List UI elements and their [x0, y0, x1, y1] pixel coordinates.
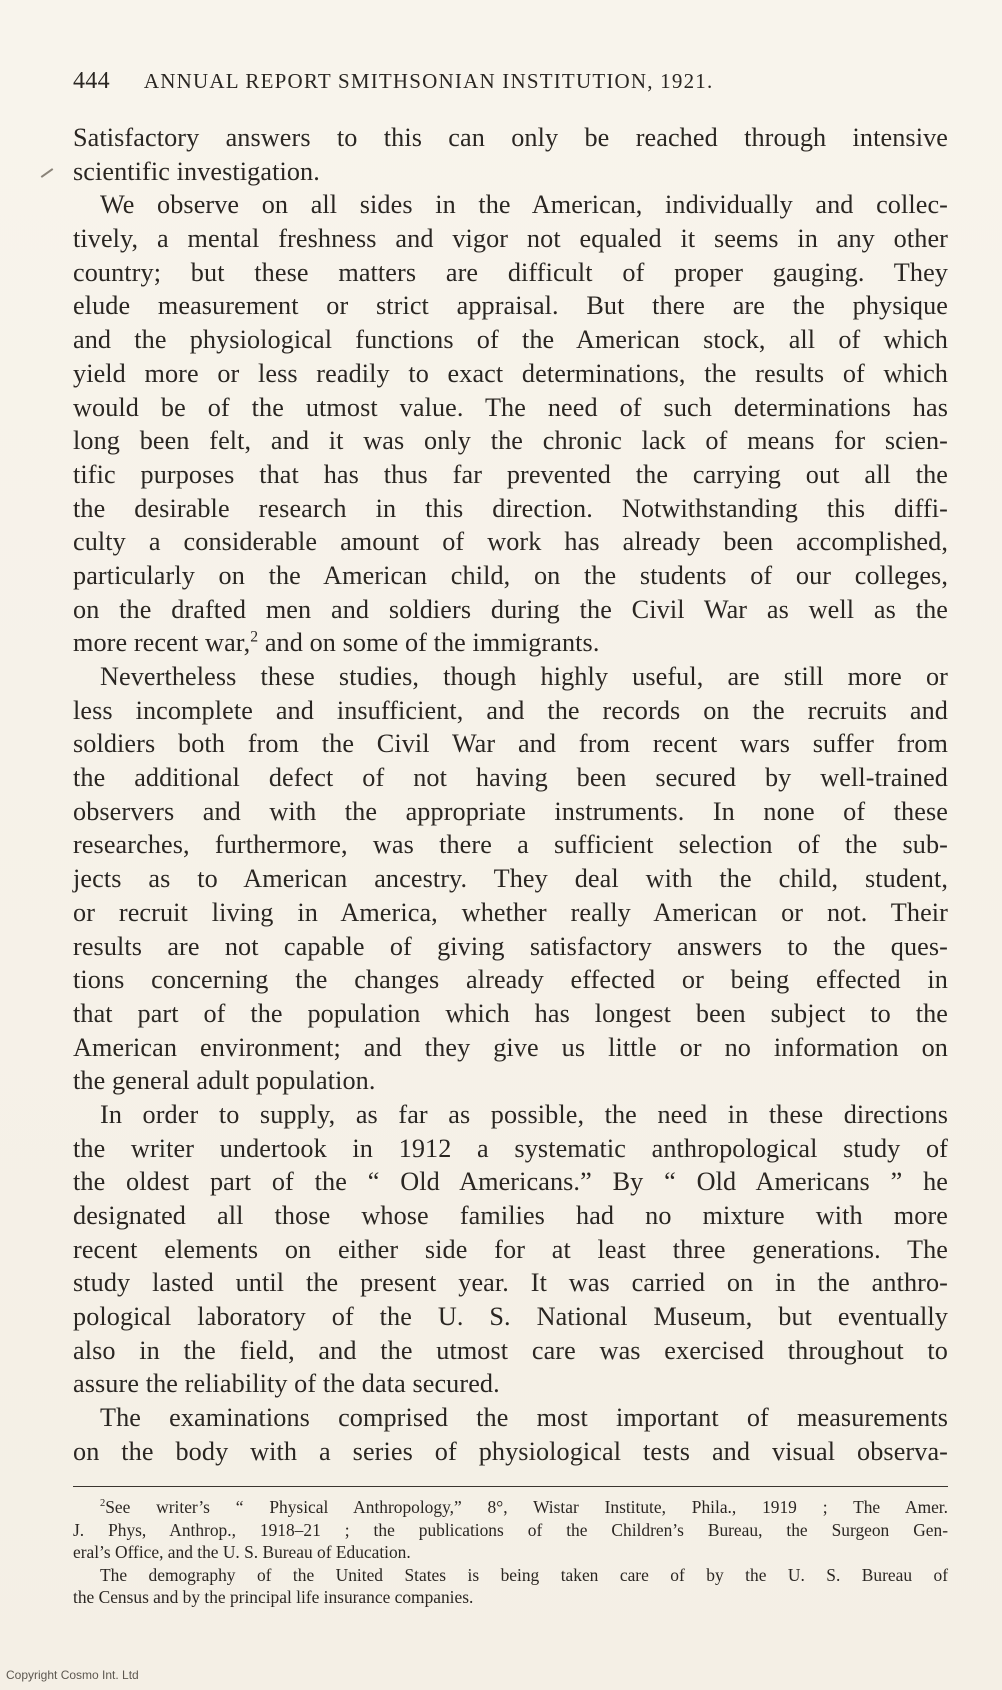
body-line: We observe on all sides in the American, individually and collec- — [100, 190, 948, 220]
body-line: on the drafted men and soldiers during the Civil War as well as the — [73, 594, 948, 624]
footnote-reference: 2 — [250, 628, 259, 646]
footnote-marker: 2 — [100, 1498, 106, 1510]
body-line: scientific investigation. — [73, 156, 320, 186]
body-line: would be of the utmost value. The need of such determinations has — [73, 392, 948, 422]
body-line: yield more or less readily to exact determinations, the results of which — [73, 358, 948, 388]
footnotes — [73, 1496, 948, 1609]
footnote-divider — [73, 1486, 948, 1487]
body-line: assure the reliability of the data secured. — [73, 1369, 500, 1399]
footnote-line: The demography of the United States is being taken care of by the U. S. Bureau of — [100, 1564, 948, 1585]
body-line: culty a considerable amount of work has already been accomplished, — [73, 527, 948, 557]
body-line: the oldest part of the “ Old Americans.” By “ Old Americans ” he — [73, 1167, 948, 1197]
body-line: The examinations comprised the most important of measurements — [100, 1403, 948, 1433]
body-line: jects as to American ancestry. They deal with the child, student, — [73, 864, 948, 894]
body-line: recent elements on either side for at least three generations. The — [73, 1234, 948, 1264]
running-header — [73, 68, 933, 95]
page-number: 444 — [73, 68, 110, 94]
body-line: observers and with the appropriate instruments. In none of these — [73, 796, 948, 826]
copyright-watermark: Copyright Cosmo Int. Ltd — [6, 1668, 139, 1682]
body-line-tail: and on some of the immigrants. — [258, 628, 600, 658]
body-line: particularly on the American child, on the students of our colleges, — [73, 560, 948, 590]
body-line: elude measurement or strict appraisal. But there are the physique — [73, 291, 948, 321]
body-line: designated all those whose families had no mixture with more — [73, 1201, 948, 1230]
body-line: or recruit living in America, whether really American or not. Their — [73, 897, 948, 927]
body-line: tively, a mental freshness and vigor not equaled it seems in any other — [73, 224, 948, 254]
body-line: study lasted until the present year. It was carried on in the anthro- — [73, 1268, 948, 1298]
margin-pencil-mark — [41, 168, 54, 178]
body-line: on the body with a series of physiological tests and visual observa- — [73, 1436, 948, 1466]
body-line: Nevertheless these studies, though highly useful, are still more or — [100, 662, 948, 691]
running-title: ANNUAL REPORT SMITHSONIAN INSTITUTION, 1921. — [143, 69, 714, 93]
footnote-text: See writer’s “ Physical Anthropology,” 8°, Wistar Institute, Phila., 1919 ; The Amer. — [105, 1497, 948, 1517]
body-line: less incomplete and insufficient, and the records on the recruits and — [73, 695, 948, 725]
body-line: pological laboratory of the U. S. National Museum, but eventually — [73, 1302, 948, 1332]
footnote-line: the Census and by the principal life insurance companies. — [73, 1587, 474, 1607]
body-line: that part of the population which has longest been subject to the — [73, 998, 948, 1028]
body-line: the general adult population. — [73, 1066, 376, 1096]
body-text — [73, 121, 948, 1469]
body-line: tions concerning the changes already effected or being effected in — [73, 965, 948, 995]
body-line: results are not capable of giving satisfactory answers to the ques- — [73, 931, 948, 961]
body-line: the writer undertook in 1912 a systematic anthropological study of — [73, 1133, 948, 1163]
body-line-text: more recent war, — [73, 628, 251, 658]
footnote-line — [73, 1496, 948, 1519]
body-line: American environment; and they give us little or no information on — [73, 1032, 948, 1062]
body-line: Satisfactory answers to this can only be reached through intensive — [73, 123, 948, 152]
body-line: In order to supply, as far as possible, the need in these directions — [100, 1099, 948, 1129]
body-line-with-footnote — [73, 626, 948, 660]
body-line: researches, furthermore, was there a sufficient selection of the sub- — [73, 830, 948, 860]
body-line: and the physiological functions of the American stock, all of which — [73, 325, 948, 355]
footnote-line: J. Phys, Anthrop., 1918–21 ; the publications of the Children’s Bureau, the Surgeon Gen- — [73, 1519, 948, 1540]
body-line: also in the field, and the utmost care was exercised throughout to — [73, 1335, 948, 1365]
body-line: the desirable research in this direction. Notwithstanding this diffi- — [73, 493, 948, 523]
body-line: the additional defect of not having been secured by well-trained — [73, 763, 948, 793]
body-line: soldiers both from the Civil War and from recent wars suffer from — [73, 729, 948, 759]
body-line: country; but these matters are difficult of proper gauging. They — [73, 257, 948, 287]
body-line: long been felt, and it was only the chronic lack of means for scien- — [73, 426, 948, 456]
body-line: tific purposes that has thus far prevented the carrying out all the — [73, 459, 948, 489]
footnote-line: eral’s Office, and the U. S. Bureau of Education. — [73, 1542, 411, 1562]
